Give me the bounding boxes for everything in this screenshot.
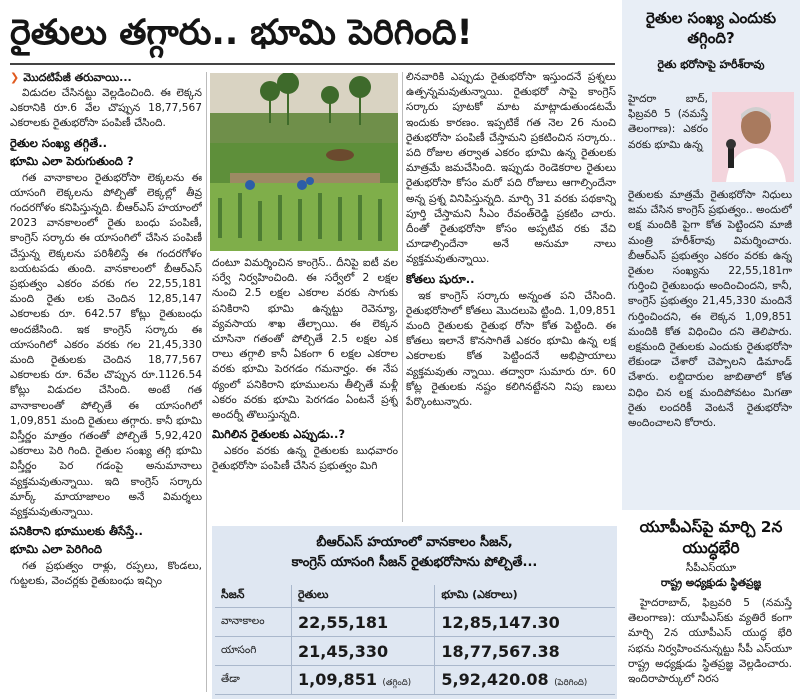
subheading: భూమి ఎలా పెరుగుతుంది ? <box>10 153 134 168</box>
ups-subtitle-line-1: సీపీఎస్‌యూ <box>685 562 737 574</box>
paragraph: విడుదల చేసినట్టు వెల్లడించింది. ఈ లెక్కన ఎకరానికి రూ.6 వేల చొప్పున 18,77,567 ఎకరాలకు రైతుభరోసా పంపిణీ చేసింది. <box>10 87 202 130</box>
farmers-cell <box>292 608 435 637</box>
season-cell: యాసంగి <box>215 637 292 666</box>
column-divider <box>206 72 207 692</box>
table-heading-line-1: బీఆర్ఎస్ హయాంలో వానకాలం సీజన్, <box>316 535 513 550</box>
comparison-table <box>215 585 615 695</box>
land-cell <box>435 666 615 695</box>
farmers-value: 22,55,181 <box>298 612 389 632</box>
land-note: (పెరిగింది) <box>554 678 588 688</box>
sidebar-subtitle: రైతు భరోసాపై హరీశ్‌రావు <box>657 58 765 71</box>
farmers-cell <box>292 637 435 666</box>
sidebar-intro <box>628 92 708 188</box>
table-header-row <box>215 585 615 608</box>
land-value: 12,85,147.30 <box>441 612 560 632</box>
column-header: భూమి (ఎకరాలు) <box>435 585 615 608</box>
continuation-kicker <box>10 70 202 86</box>
article-column-3 <box>406 70 616 522</box>
farmers-value: 1,09,851 <box>298 670 377 689</box>
ups-subtitle-line-2: రాష్ట్ర అధ్యక్షుడు స్థితప్రజ్ఞ <box>660 577 762 589</box>
column-divider <box>402 72 403 522</box>
land-value: 5,92,420.08 <box>441 670 549 689</box>
subheading: కోతలు షురూ.. <box>406 271 475 286</box>
kicker-text: మొదటిపేజీ తరువాయి... <box>23 71 132 84</box>
table-heading-line-2: కాంగ్రెస్ యాసంగి సీజన్ రైతుభరోసాను పోల్చితే... <box>291 555 538 570</box>
sidebar-body <box>628 188 792 506</box>
table-row <box>215 608 615 637</box>
subheading: రైతుల సంఖ్య తగ్గితే.. <box>10 135 107 150</box>
headline-rule <box>10 63 615 65</box>
table-row <box>215 666 615 695</box>
politician-photo <box>712 92 794 182</box>
subheading: భూమి ఎలా పెరిగింది <box>10 542 102 557</box>
article-column-2 <box>212 256 398 522</box>
column-header: రైతులు <box>292 585 435 608</box>
season-cell: తేడా <box>215 666 292 695</box>
subheading: మిగిలిన రైతులకు ఎప్పుడు..? <box>212 427 346 442</box>
article-column-1 <box>10 70 202 699</box>
paragraph: దంటూ విమర్శించిన కాంగ్రెస్.. దీనిపై ఐటీ వల సర్వే నిర్వహించింది. ఈ సర్వేలో 2 లక్షల నుంచి 2.5 లక్షల ఎకరాల వరకు సాగుకు పనికిరాని భూమి ఉన్నట్టు రెవెన్యూ, వ్యవసాయ శాఖ తేల్చాయి. ఈ లెక్కన చూసినా గతంతో పోల్చితే 2.5 లక్షల ఎక రాలు తగ్గాలి కానీ ఏకంగా 6 లక్షల ఎకరాల వరకు భూమి పెరగడం గమనార్హం. ఈ నేప థ్యంలో పనికిరాని భూములను తీల్చితే మళ్లీ ఎకరం వరకు భూమి పెరగడం ఏంటనే ప్రశ్న అందర్నీ తొలుస్తున్నది. <box>212 257 398 422</box>
ups-story-body <box>628 596 792 696</box>
farmers-value: 21,45,330 <box>298 641 389 661</box>
subheading: పనికిరాని భూములకు తీసేస్తే.. <box>10 524 143 539</box>
paragraph: హైదరా బాద్, ఫిబ్రవరి 5 (నమస్తే తెలంగాణ): ఎకరం వరకు భూమి ఉన్న <box>628 93 708 151</box>
headline: రైతులు తగ్గారు.. భూమి పెరిగింది! <box>10 13 473 53</box>
paragraph: ఇక కాంగ్రెస్ సర్కారు అన్నంత పని చేసింది. రైతుభరోసాలో కోతలు మొదలుపె ట్టింది. 1,09,851 మంది రైతులకు రైతుభ రోసా కోత పెట్టింది. ఈ కోతలు ఇలానే కొనసాగితే ఎకరం భూమి ఉన్న లక్ష ఎకరాలకు కోత పెట్టిందనే అభిప్రాయాలు వ్యక్తమవుతు న్నాయి. తద్వారా సుమారు రూ. 60 కోట్ల రైతులకు నష్టం కలిగినట్టేనని నిపు ణులు పేర్కొంటున్నారు. <box>406 289 616 409</box>
paragraph: గత వానాకాలం రైతుభరోసా లెక్కలను ఈ యాసంగి లెక్కలను పోల్చితో లెక్కల్లో తీవ్ర గందరగోళం కనిపిస్తున్నది. బీఆర్ఎస్ హయాంలో 2023 వానకాలంలో రైతు బంధు పంపిణీ, కాంగ్రెస్ సర్కారు ఈ యాసంగిలో చేసిన పంపిణీ చేస్తున్న లెక్కలను పరిశీలిస్తే ఈ గందరగోళం బయటపడు తుంది. వానకాలంలో బీఆర్ఎస్ ప్రభుత్వం ఎకరం వరకు గల 22,55,181 మంది రైతు లకు చెందిన 12,85,147 ఎకరాలకు రూ. 642.57 కోట్లు రైతుబంధు అందజేసింది. ఇక కాంగ్రెస్ సర్కారు ఈ యాసంగిలో ఎకరం వరకు గల 21,45,330 మంది రైతులకు చెందిన 18,77,567 ఎకరాలకు రూ. 6వేల చొప్పున రూ.1126.54 కోట్లు విడుదల చేసింది. అంటే గత వానాకాలంతో పోల్చితే ఈ యాసంగిలో 1,09,851 మంది రైతులు తగ్గారు. కానీ భూమి విస్తీర్ణం మాత్రం గతంతో పోల్చితే 5,92,420 ఎకరాలు పెరి గింది. రైతుల సంఖ్య తగ్గి భూమి విస్తీర్ణం పెర గడంపై అనుమానాలు వ్యక్తమవుతున్నాయి. ఇది కాంగ్రెస్ సర్కారు మార్క్ మాయాజాలం అనే విమర్శలు వ్యక్తమవుతున్నాయి. <box>10 171 202 519</box>
sidebar-title: రైతుల సంఖ్య ఎందుకు తగ్గింది? <box>645 9 777 47</box>
land-cell <box>435 608 615 637</box>
land-value: 18,77,567.38 <box>441 641 560 661</box>
table-heading <box>222 533 607 573</box>
ups-story-title: యూపీఎస్‌పై మార్చి 2న యుద్ధభేరి <box>639 518 783 557</box>
arrow-icon: ❯ <box>10 71 20 84</box>
paragraph: లినవారికి ఎప్పుడు రైతుభరోసా ఇస్తుందనే ప్రశ్నలు ఉత్పన్నమవుతున్నాయి. రైతుభరో సాపై కాంగ్రెస్ సర్కారు పూటకో మాట మాట్లాడుతుండటమే ఇందుకు కారణం. ఇప్పటికే గత నెల 26 నుంచి రైతుభరోసా పంపిణీ చేస్తామని ప్రకటించిన సర్కారు.. పది రోజుల తర్వాత ఎకరం భూమి ఉన్న రైతులకు మాత్రమే జమచేసింది. ఇప్పుడు రెండెకరాల రైతులు రైతుభరోసా కోసం మరో పది రోజులు ఆగాల్సిందేనా అన్న ప్రశ్న వినిపిస్తున్నది. మార్చి 31 వరకు పథకాన్ని పూర్తి చేస్తామని సీఎం రేవంత్‌రెడ్డి ప్రకటిం చారు. దీంతో రైతుభరోసా కోసం అప్పటివ రకు వేచి చూడాల్సిందేనా అనే అనుమా నాలు వ్యక్తమవుతున్నాయి. <box>406 71 616 266</box>
paragraph: ఎకరం వరకు ఉన్న రైతులకు బుధవారం రైతుభరోసా పంపిణీ చేసిన ప్రభుత్వం మిగి <box>212 445 398 473</box>
column-header: సీజన్ <box>215 585 292 608</box>
paddy-field-photo <box>210 73 398 251</box>
farmers-note: (తగ్గింది) <box>382 678 412 688</box>
ups-story-subtitle <box>626 561 796 591</box>
paragraph: హైదరాబాద్, ఫిబ్రవరి 5 (నమస్తే తెలంగాణ): యూపీఎస్‌కు వ్యతిరే కంగా మార్చి 2న యూపీఎస్ యుద్ధ భేరి సభను నిర్వహించనున్నట్టు సీపీ ఎస్‌యూ రాష్ట్ర అధ్యక్షుడు స్థితప్రజ్ఞ వెల్లడించారు. ఇందిరాపార్కులో నిరస <box>628 597 792 686</box>
table-row <box>215 637 615 666</box>
land-cell <box>435 637 615 666</box>
paragraph: గత ప్రభుత్వం రాళ్లు, రప్పలు, కొండలు, గుట్టలకు, వెంచర్లకు రైతుబంధు ఇచ్చిం <box>10 560 202 588</box>
paragraph: రైతులకు మాత్రమే రైతుభరోసా నిధులు జమ చేసిన కాంగ్రెస్ ప్రభుత్వం.. అందులో లక్ష మందికి పైగా కోత పెట్టిందని మాజీ మంత్రి హరీశ్‌రావు విమర్శించారు. బీఆర్ఎస్ ప్రభుత్వం ఎకరం వరకు ఉన్న రైతుల సంఖ్యను 22,55,181గా గుర్తించి రైతుబంధు అందించిందని, కానీ, కాంగ్రెస్ ప్రభుత్వం 21,45,330 మందినే గుర్తించిందని, ఈ లెక్కన 1,09,851 మందికి కోత విధించిం దని తెలిపారు. లక్షమంది రైతులకు ఎందుకు రైతుభరోసా లేకుండా చేశారో చెప్పాలని డిమాండ్ చేశారు. లబ్దిదారుల జాబితాలో కోత విధిం చిన లక్ష మందిపోవటం మిగతా రైతు లందరికీ వెంటనే రైతుభరోసా అందించాలని కోరారు. <box>628 189 792 430</box>
farmers-cell <box>292 666 435 695</box>
season-cell: వానాకాలం <box>215 608 292 637</box>
